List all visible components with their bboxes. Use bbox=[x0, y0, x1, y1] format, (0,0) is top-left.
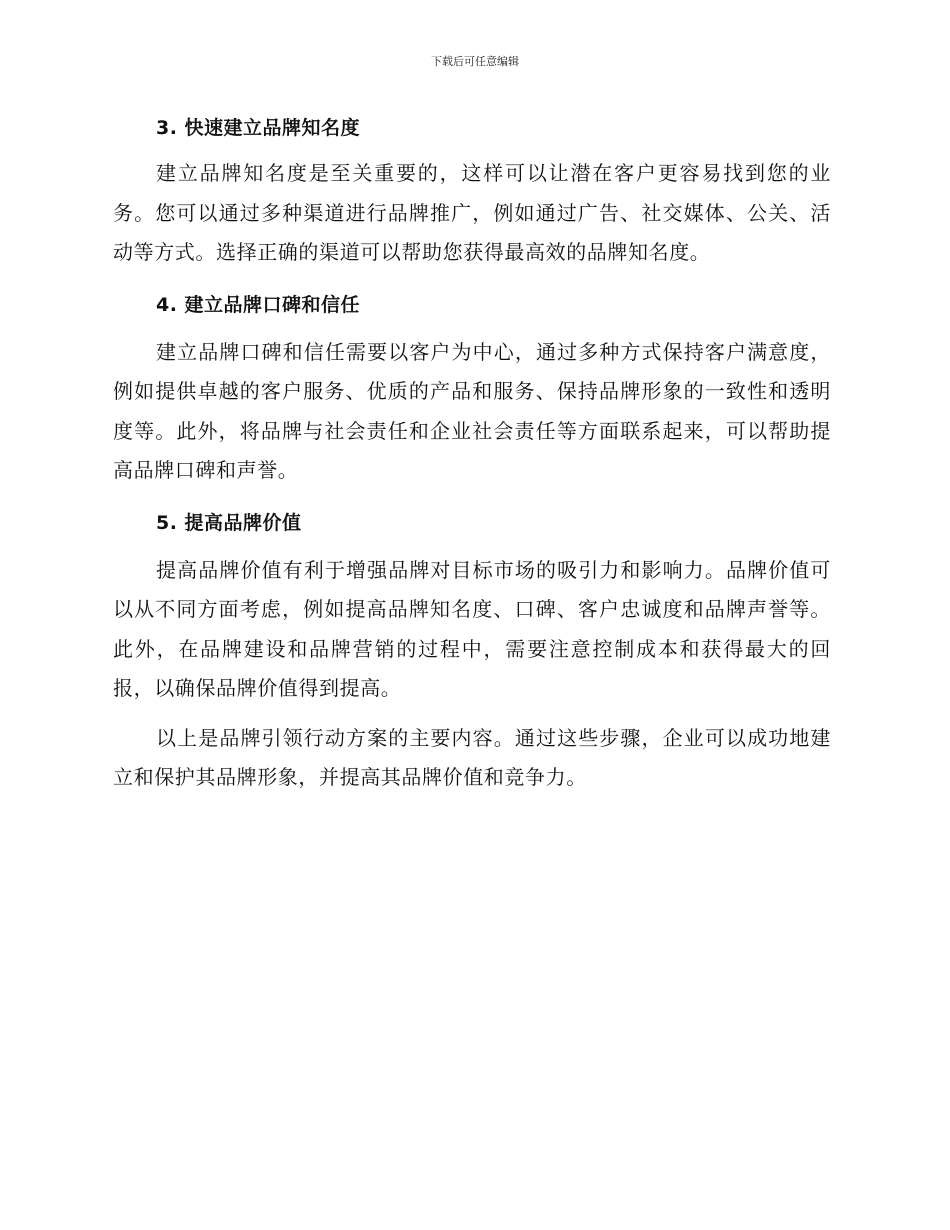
section-heading-5: 5. 提高品牌价值 bbox=[156, 511, 302, 534]
section-heading-4: 4. 建立品牌口碑和信任 bbox=[156, 293, 361, 316]
section-paragraph-5: 提高品牌价值有利于增强品牌对目标市场的吸引力和影响力。品牌价值可以从不同方面考虑，例如提高品牌知名度、口碑、客户忠诚度和品牌声誉等。此外，在品牌建设和品牌营销的过程中，需要注意控制成本和获得最大的回报，以确保品牌价值得到提高。 bbox=[113, 557, 831, 700]
conclusion-paragraph: 以上是品牌引领行动方案的主要内容。通过这些步骤，企业可以成功地建立和保护其品牌形象，并提高其品牌价值和竞争力。 bbox=[113, 725, 831, 789]
document-body bbox=[113, 110, 831, 798]
section-paragraph-3: 建立品牌知名度是至关重要的，这样可以让潜在客户更容易找到您的业务。您可以通过多种渠道进行品牌推广，例如通过广告、社交媒体、公关、活动等方式。选择正确的渠道可以帮助您获得最高效的品牌知名度。 bbox=[113, 161, 831, 264]
page-header: 下载后可任意编辑 bbox=[431, 55, 519, 68]
section-paragraph-4: 建立品牌口碑和信任需要以客户为中心，通过多种方式保持客户满意度，例如提供卓越的客户服务、优质的产品和服务、保持品牌形象的一致性和透明度等。此外，将品牌与社会责任和企业社会责任等方面联系起来，可以帮助提高品牌口碑和声誉。 bbox=[113, 339, 831, 482]
section-heading-3: 3. 快速建立品牌知名度 bbox=[156, 117, 361, 139]
